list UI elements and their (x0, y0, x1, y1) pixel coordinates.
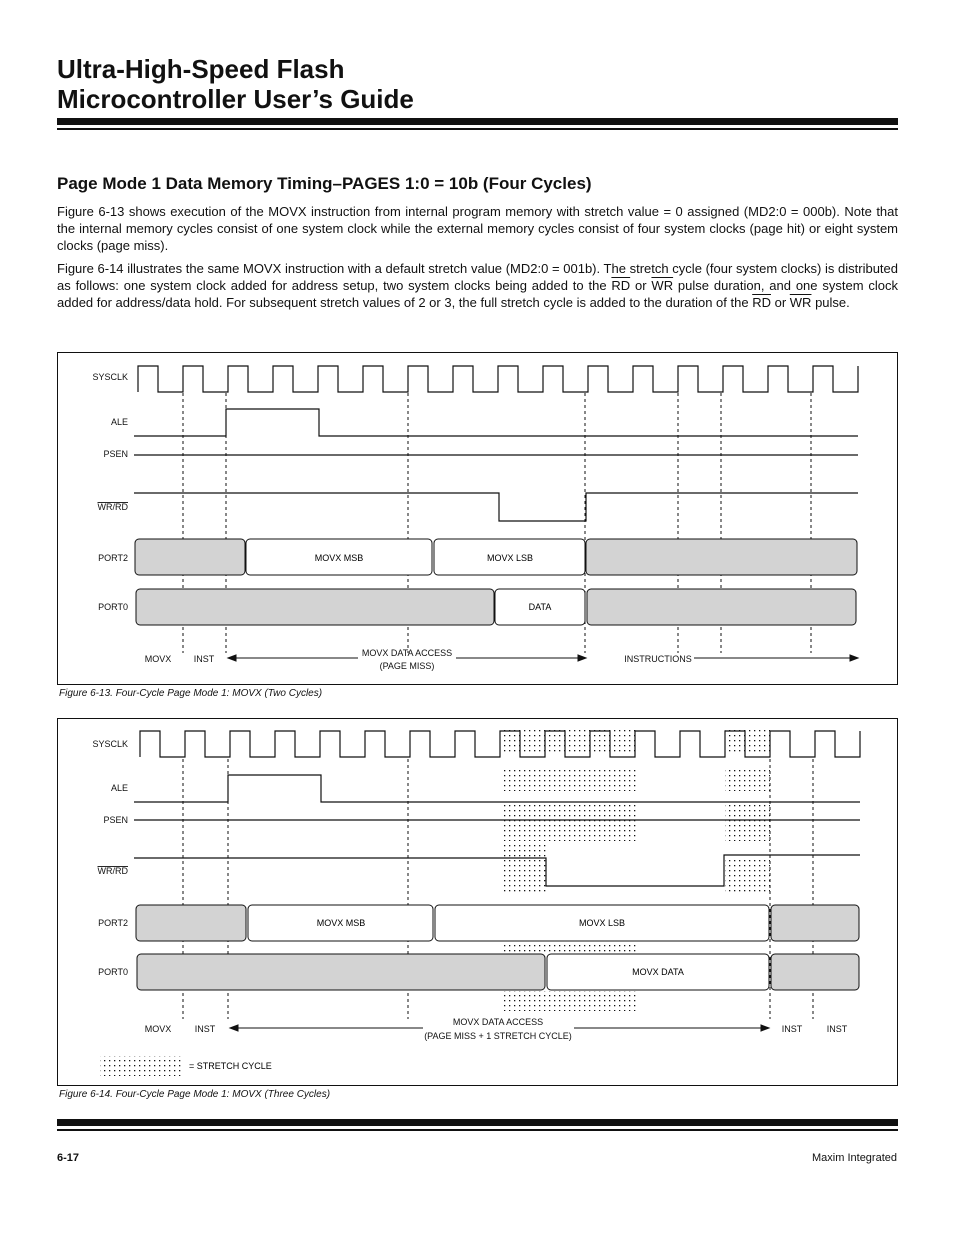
port2-label: PORT2 (98, 918, 128, 928)
psen-label: PSEN (103, 449, 128, 459)
title-line-2: Microcontroller User’s Guide (57, 84, 414, 114)
port2-box-gray (136, 905, 246, 941)
figure-6-13-caption: Figure 6-13. Four-Cycle Page Mode 1: MOVX (Two Cycles) (59, 688, 323, 699)
sysclk-label: SYSCLK (92, 372, 128, 382)
access-label-2: (PAGE MISS + 1 STRETCH CYCLE) (424, 1031, 572, 1041)
port0-box-gray-2 (587, 589, 856, 625)
company-name: Maxim Integrated (812, 1152, 897, 1164)
port0-label: PORT0 (98, 967, 128, 977)
port0-box-gray (136, 589, 494, 625)
inst-label: INST (193, 654, 215, 664)
port0-box-gray (137, 954, 545, 990)
wr-signal: $\overline{WR}$ (789, 295, 812, 310)
timing-diagram-2 (58, 719, 899, 1087)
footer-rule-thick (57, 1119, 898, 1126)
ale-label: ALE (110, 783, 128, 793)
stretch-legend-label: = STRETCH CYCLE (189, 1061, 272, 1071)
port2-box-gray-2 (586, 539, 857, 575)
timing-diagram-1 (58, 353, 899, 686)
instructions-label: INSTRUCTIONS (624, 654, 692, 664)
access-label-1: MOVX DATA ACCESS (452, 1017, 544, 1027)
movx-label: MOVX (144, 1024, 172, 1034)
page-title (57, 54, 414, 114)
figure-6-14 (57, 718, 898, 1086)
port0-label: PORT0 (98, 602, 128, 612)
wrrd-label: WR/RD (97, 866, 128, 876)
port2-label: PORT2 (98, 553, 128, 563)
paragraph-2: Figure 6-14 illustrates the same MOVX instruction with a default stretch value (MD2:0 = 001b). The stretch cycle (four system clocks) is distributed as follows: one system clock added for address setup, two system clocks being added to the $\overline{RD}$ or $\overline{WR}$ pulse duration, and one system clock added for address/data hold. For subsequent stretch values of 2 or 3, the full stretch cycle is added to the duration of the $\overline{RD}$ or $\overline{WR}$ pulse. (57, 261, 898, 310)
movx-msb-label: MOVX MSB (316, 918, 366, 928)
figure-6-14-caption: Figure 6-14. Four-Cycle Page Mode 1: MOVX (Three Cycles) (59, 1089, 331, 1100)
header-rule-thick (57, 118, 898, 125)
access-label-1: MOVX DATA ACCESS (361, 648, 453, 658)
wr-signal: $\overline{WR}$ (651, 278, 674, 293)
access-arrow (228, 655, 858, 661)
inst-label-2: INST (781, 1024, 803, 1034)
figure-6-13 (57, 352, 898, 685)
movx-lsb-label: MOVX LSB (486, 553, 534, 563)
rd-signal: $\overline{RD}$ (611, 278, 631, 293)
footer-rule-thin (57, 1129, 898, 1131)
wrrd-waveform (134, 493, 858, 521)
header-rule-thin (57, 128, 898, 130)
ale-waveform (134, 409, 858, 436)
access-label-2: (PAGE MISS) (379, 661, 435, 671)
port0-box-gray-2 (771, 954, 859, 990)
paragraph-1: Figure 6-13 shows execution of the MOVX instruction from internal program memory with stretch value = 0 assigned (MD2:0 = 000b). Note that the internal memory cycles consist of one system clock while the external memory cycles consist of four system clocks (page hit) or eight system clocks (page miss). (57, 204, 898, 253)
movx-data-label: MOVX DATA (632, 967, 684, 977)
port2-box-gray-2 (771, 905, 859, 941)
title-line-1: Ultra-High-Speed Flash (57, 54, 345, 84)
movx-lsb-label: MOVX LSB (578, 918, 626, 928)
sysclk-waveform (138, 366, 858, 392)
inst-label-3: INST (826, 1024, 848, 1034)
wrrd-label: WR/RD (97, 502, 128, 512)
movx-msb-label: MOVX MSB (314, 553, 364, 563)
port2-box-gray (135, 539, 245, 575)
sysclk-label: SYSCLK (92, 739, 128, 749)
data-label: DATA (528, 602, 552, 612)
inst-label: INST (194, 1024, 216, 1034)
ale-label: ALE (110, 417, 128, 427)
stretch-legend-swatch (100, 1056, 184, 1076)
section-title: Page Mode 1 Data Memory Timing–PAGES 1:0 = 10b (Four Cycles) (57, 174, 592, 193)
psen-label: PSEN (103, 815, 128, 825)
rd-signal: $\overline{RD}$ (752, 295, 771, 310)
movx-label: MOVX (144, 654, 172, 664)
page-number: 6-17 (57, 1152, 80, 1164)
